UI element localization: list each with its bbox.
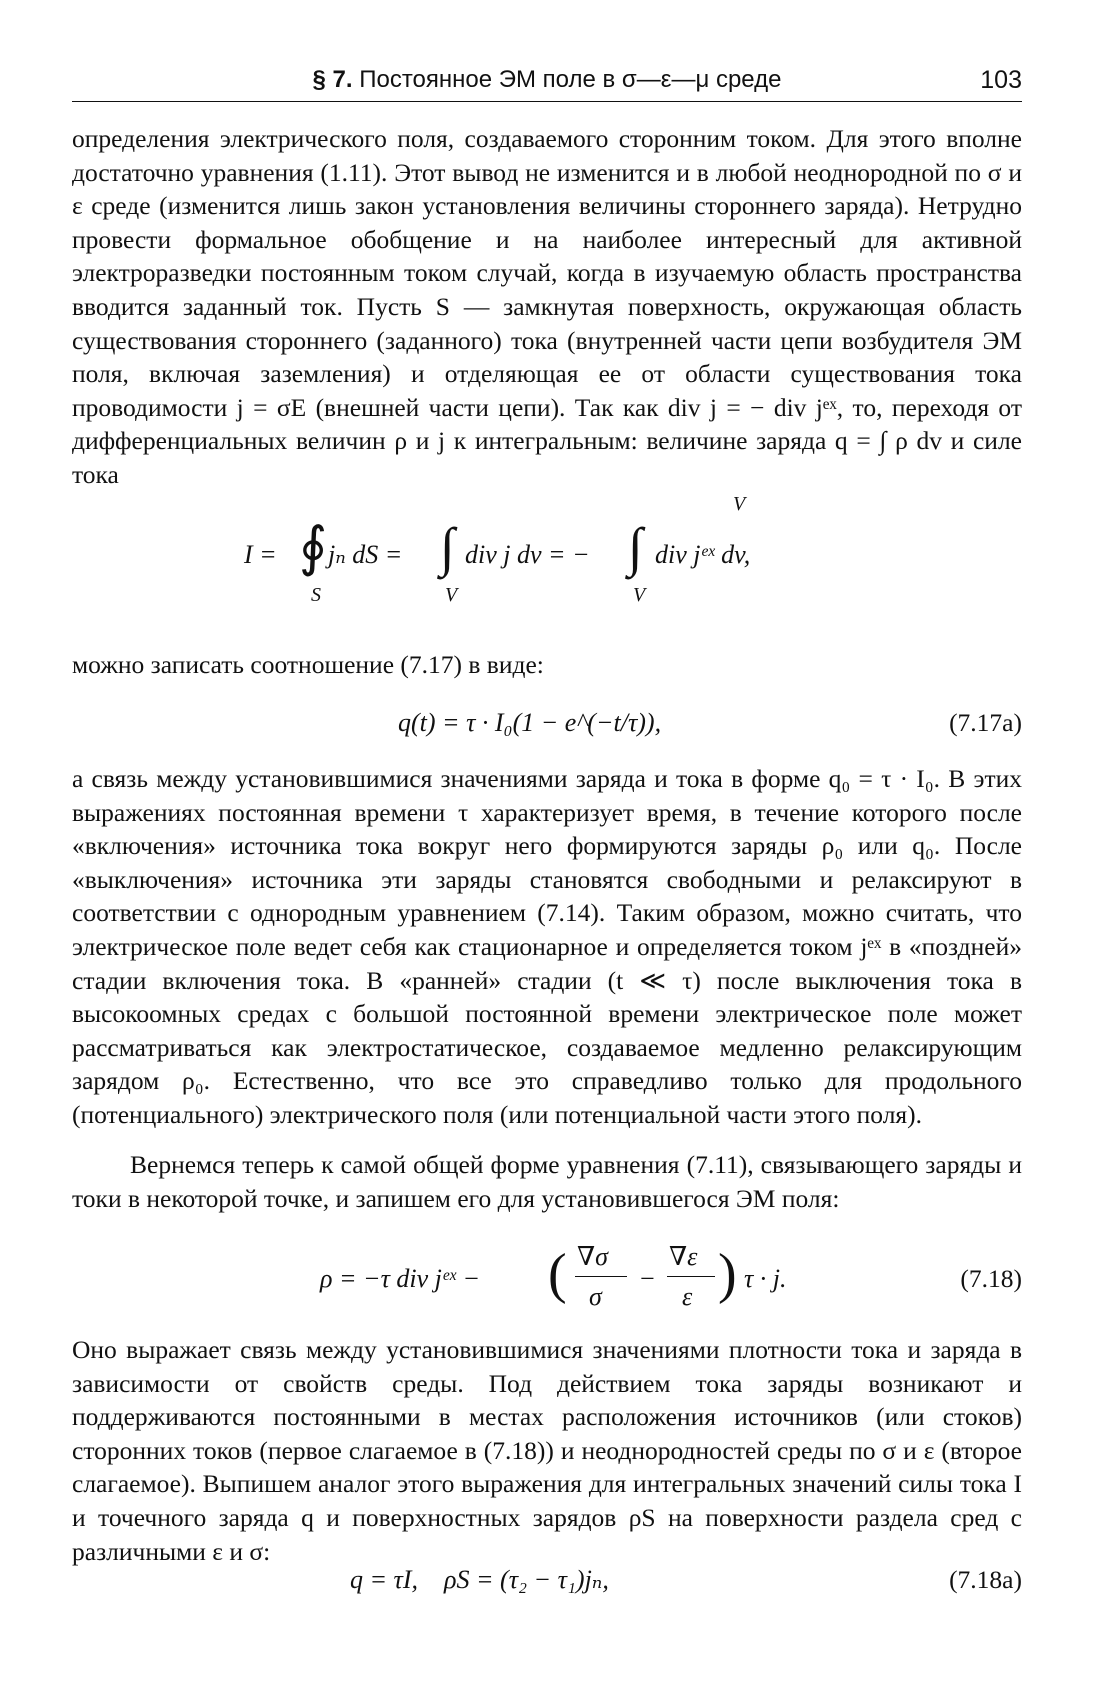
- paragraph-5: Оно выражает связь между установившимися значениями плотности тока и заряда в зависимости от свойств среды. Под действием тока заряды возникают и поддерживаются постоянными в местах расположения источников (или стоков) сторонних токов (первое слагаемое в (7.18)) и неоднородностей среды по σ и ε (второе слагаемое). Выпишем аналог этого выражения для интегральных значений силы тока I и точечного заряда q и поверхностных зарядов ρS на поверхности раздела сред с различными ε и σ:: [72, 1335, 1022, 1566]
- section-mark: § 7.: [312, 66, 353, 93]
- integral-limit-v: V: [633, 584, 646, 606]
- contour-integral-sign: ∮: [299, 517, 328, 577]
- header-rule: [72, 101, 1022, 102]
- chapter-title: Постоянное ЭМ поле в σ—ε—μ среде: [359, 66, 782, 93]
- eq-7-18-minus: −: [640, 1264, 655, 1293]
- equation-7-17a: [72, 708, 1022, 744]
- integral-limit-s: S: [311, 584, 321, 606]
- eq-current-term1: jₙ dS =: [328, 540, 403, 569]
- eq-7-18-tail: τ · j.: [744, 1264, 787, 1293]
- frac1-denominator: σ: [589, 1282, 602, 1311]
- paren-left: (: [548, 1243, 567, 1305]
- eq-7-18-lhs: ρ = −τ div jᵉˣ −: [320, 1264, 481, 1293]
- fraction-bar: [667, 1276, 715, 1277]
- eq-7-18a-formula: q = τI, ρS = (τ₂ − τ₁)jₙ,: [350, 1565, 609, 1594]
- integral-limit-v: V: [733, 493, 746, 515]
- frac2-denominator: ε: [682, 1282, 693, 1311]
- eq-7-17a-formula: q(t) = τ · I₀(1 − e^(−t/τ)),: [398, 708, 662, 737]
- paragraph-4: Вернемся теперь к самой общей форме уравнения (7.11), связывающего заряды и токи в некоторой точке, и запишем его для установившегося ЭМ поля:: [72, 1150, 1022, 1213]
- frac1-numerator: ∇σ: [577, 1242, 608, 1271]
- equation-7-18a: [72, 1565, 1022, 1601]
- frac2-numerator: ∇ε: [669, 1242, 698, 1271]
- paragraph-3: а связь между установившимися значениями заряда и тока в форме q₀ = τ · I₀. В этих выражениях постоянная времени τ характеризует время, в течение которого после «включения» источника тока вокруг него формируются заряды ρ₀ или q₀. После «выключения» источника эти заряды становятся свободными и релаксируют в соответствии с однородным уравнением (7.14). Таким образом, можно считать, что электрическое поле ведет себя как стационарное и определяется током jᵉˣ в «поздней» стадии включения тока. В «ранней» стадии (t ≪ τ) после выключения тока в высокоомных средах с большой постоянной времени электрическое поле может рассматриваться как электростатическое, создаваемое медленно релаксирующим зарядом ρ₀. Естественно, что все это справедливо только для продольного (потенциального) электрического поля (или потенциальной части этого поля).: [72, 764, 1022, 1129]
- paragraph-1: определения электрического поля, создаваемого сторонним током. Для этого вполне достаточно уравнения (1.11). Этот вывод не изменится и в любой неоднородной по σ и ε среде (изменится лишь закон установления величины стороннего заряда). Нетрудно провести формальное обобщение и на наиболее интересный для активной электроразведки постоянным током случай, когда в изучаемую область пространства вводится заданный ток. Пусть S — замкнутая поверхность, окружающая область существования стороннего (заданного) тока (внутренней части цепи возбудителя ЭМ поля, включая заземления) и отделяющая ее от области существования тока проводимости j = σE (внешней части цепи). Так как div j = − div jᵉˣ, то, переходя от дифференциальных величин ρ и j к интегральным: величине заряда q = ∫ ρ dv и силе тока: [72, 124, 1022, 489]
- volume-integral-sign: ∫: [440, 517, 455, 577]
- paren-right: ): [718, 1243, 737, 1305]
- eq-current-term2: div j dv = −: [465, 540, 590, 569]
- header-title: [72, 66, 1022, 94]
- equation-current: [72, 517, 1022, 620]
- running-header: [72, 66, 1022, 102]
- paragraph-2: можно записать соотношение (7.17) в виде:: [72, 650, 544, 679]
- page-number: 103: [980, 66, 1022, 94]
- equation-7-18: [72, 1242, 1022, 1322]
- volume-integral-sign: ∫: [628, 517, 643, 577]
- fraction-bar: [575, 1276, 627, 1277]
- eq-current-lhs: I =: [244, 540, 277, 569]
- eq-current-term3: div jᵉˣ dv,: [655, 540, 751, 569]
- eq-7-17a-number: (7.17a): [949, 708, 1022, 737]
- integral-limit-v: V: [445, 584, 458, 606]
- eq-7-18a-number: (7.18a): [949, 1565, 1022, 1594]
- eq-7-18-number: (7.18): [960, 1264, 1022, 1293]
